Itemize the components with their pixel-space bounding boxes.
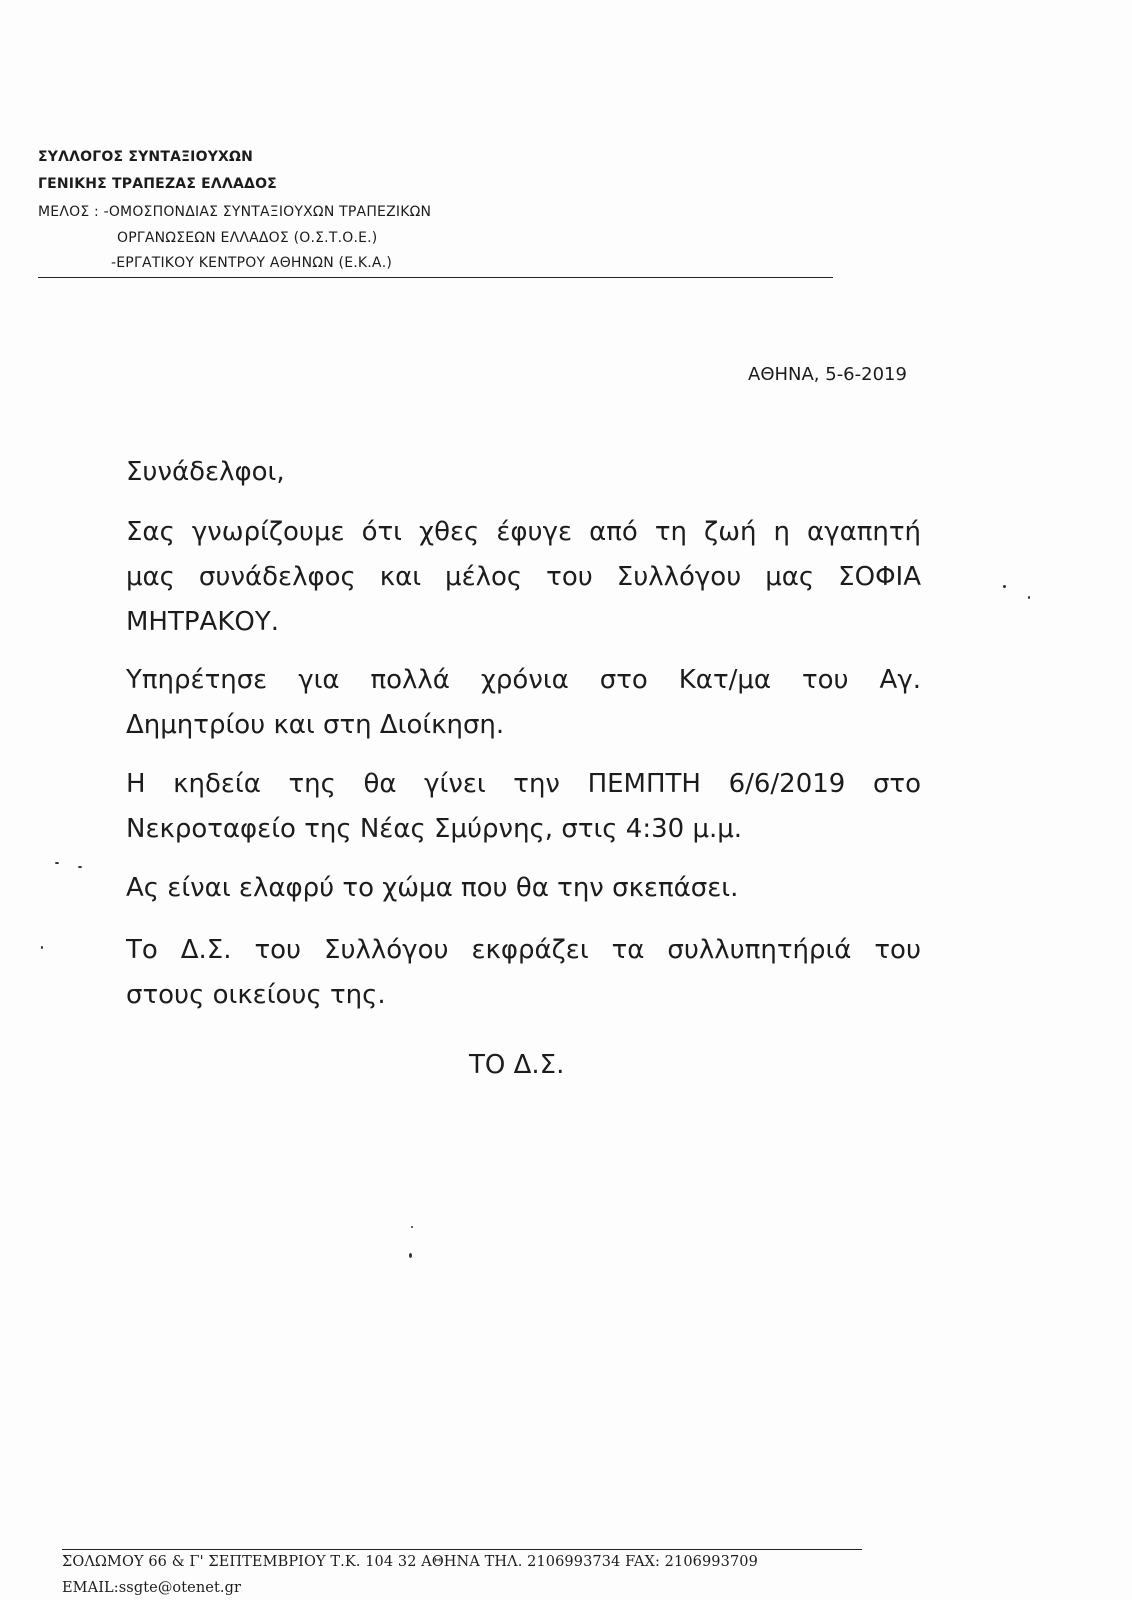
paragraph-line: μας συνάδελφος και μέλος του Συλλόγου μας ΣΟΦΙΑ (126, 562, 921, 592)
paragraph-line: στους οικείους της. (126, 980, 386, 1010)
signature: ΤΟ Δ.Σ. (469, 1050, 565, 1080)
paragraph-line: Δημητρίου και στη Διοίκηση. (126, 710, 505, 740)
paragraph-line: Η κηδεία της θα γίνει την ΠΕΜΠΤΗ 6/6/2019 στο (126, 769, 921, 799)
footer-rule (62, 1549, 862, 1550)
paragraph-service (126, 658, 921, 748)
scan-speck (1003, 585, 1006, 588)
paragraph-announcement (126, 510, 921, 645)
paragraph-line: Το Δ.Σ. του Συλλόγου εκφράζει τα συλλυπητήριά του (126, 935, 921, 965)
org-name-line2: ΓΕΝΙΚΗΣ ΤΡΑΠΕΖΑΣ ΕΛΛΑΔΟΣ (38, 176, 277, 192)
scan-speck (409, 1253, 412, 1258)
paragraph-farewell: Ας είναι ελαφρύ το χώμα που θα την σκεπάσει. (126, 873, 739, 903)
salutation: Συνάδελφοι, (126, 457, 285, 487)
paragraph-funeral (126, 762, 921, 852)
letterhead-rule (38, 277, 833, 278)
paragraph-line: Νεκροταφείο της Νέας Σμύρνης, στις 4:30 μ.μ. (126, 814, 743, 844)
scan-speck (1028, 596, 1030, 599)
paragraph-line: Υπηρέτησε για πολλά χρόνια στο Κατ/μα του Αγ. (126, 665, 921, 695)
scan-speck (41, 946, 43, 949)
scan-speck (411, 1226, 413, 1228)
member-line2: ΟΡΓΑΝΩΣΕΩΝ ΕΛΛΑΔΟΣ (Ο.Σ.Τ.Ο.Ε.) (117, 230, 378, 246)
member-line3: -ΕΡΓΑΤΙΚΟΥ ΚΕΝΤΡΟΥ ΑΘΗΝΩΝ (Ε.Κ.Α.) (111, 255, 393, 271)
org-name-line1: ΣΥΛΛΟΓΟΣ ΣΥΝΤΑΞΙΟΥΧΩΝ (38, 149, 254, 165)
paragraph-line: Σας γνωρίζουμε ότι χθες έφυγε από τη ζωή η αγαπητή (126, 517, 921, 547)
scan-speck (55, 862, 59, 864)
scan-speck (78, 866, 82, 868)
member-line1: ΜΕΛΟΣ : -ΟΜΟΣΠΟΝΔΙΑΣ ΣΥΝΤΑΞΙΟΥΧΩΝ ΤΡΑΠΕΖΙΚΩΝ (38, 204, 432, 220)
footer-address: ΣΟΛΩΜΟΥ 66 & Γ' ΣΕΠΤΕΜΒΡΙΟΥ Τ.Κ. 104 32 ΑΘΗΝΑ ΤΗΛ. 2106993734 FAX: 2106993709 (62, 1554, 758, 1570)
footer-email: EMAIL:ssgte@otenet.gr (62, 1580, 242, 1596)
letter-date: ΑΘΗΝΑ, 5-6-2019 (748, 364, 907, 385)
paragraph-condolences (126, 928, 921, 1018)
paragraph-line: ΜΗΤΡΑΚΟΥ. (126, 607, 279, 637)
